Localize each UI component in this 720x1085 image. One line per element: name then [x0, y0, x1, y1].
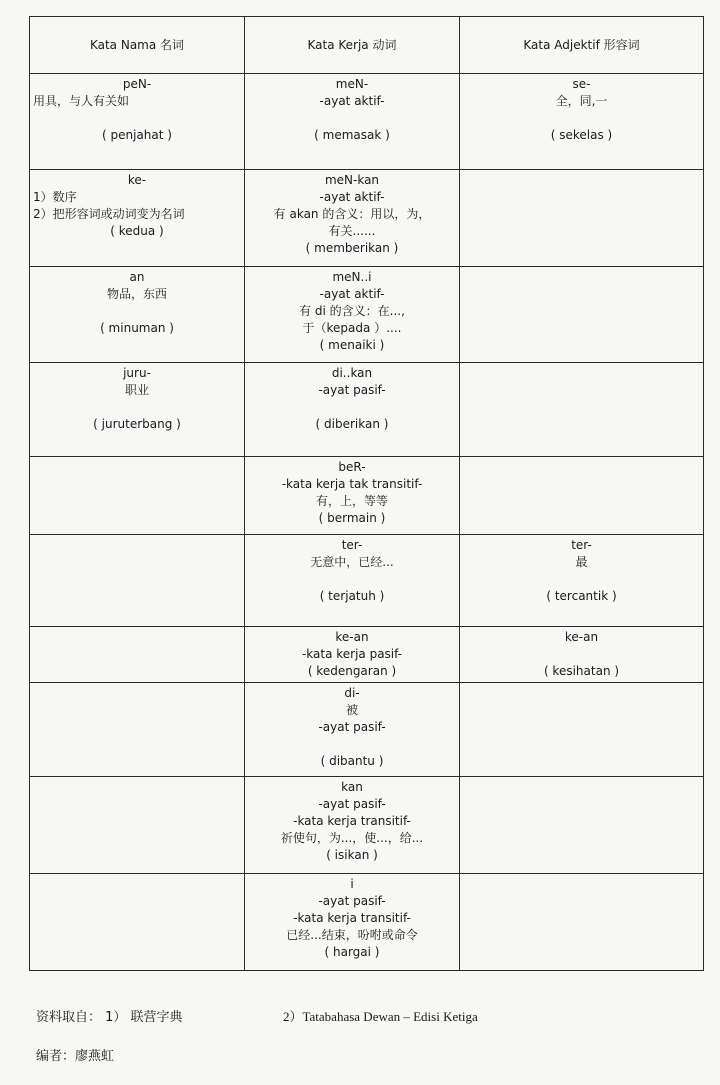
cell-line: meN-	[335, 77, 369, 91]
cell-kata-nama	[30, 874, 245, 971]
cell-line: ( terjatuh )	[319, 589, 385, 603]
table-row	[30, 457, 704, 535]
cell-line	[248, 736, 456, 753]
cell-line	[248, 399, 456, 416]
cell-kata-kerja	[245, 627, 460, 683]
cell-kata-nama	[30, 535, 245, 627]
cell-line: ( kedengaran )	[307, 664, 397, 678]
cell-line: ( sekelas )	[550, 128, 613, 142]
cell-line: -kata kerja tak transitif-	[281, 477, 423, 491]
cell-line: ( kedua )	[110, 224, 164, 238]
cell-line	[463, 646, 700, 663]
cell-line: i	[350, 877, 354, 891]
cell-kata-adjektif	[460, 267, 704, 363]
header-kata-adjektif: Kata Adjektif 形容词	[460, 17, 704, 74]
cell-line: -kata kerja transitif-	[293, 911, 411, 925]
cell-line	[33, 110, 241, 127]
cell-kata-kerja	[245, 74, 460, 170]
cell-kata-adjektif	[460, 74, 704, 170]
cell-line: -kata kerja transitif-	[293, 814, 411, 828]
cell-line: 有，上，等等	[315, 494, 388, 508]
cell-kata-adjektif	[460, 683, 704, 777]
cell-line: ter-	[341, 538, 363, 552]
cell-kata-nama	[30, 74, 245, 170]
footer-source: 资料取自： 1） 联营字典	[36, 1010, 183, 1025]
cell-line: 于（kepada ）....	[302, 321, 402, 335]
cell-line: 无意中，已经...	[310, 555, 394, 569]
cell-kata-nama	[30, 683, 245, 777]
cell-line: ( penjahat )	[102, 128, 172, 142]
cell-kata-adjektif	[460, 874, 704, 971]
cell-line: se-	[572, 77, 591, 91]
cell-line	[248, 571, 456, 588]
table-row	[30, 874, 704, 971]
cell-line: ( juruterbang )	[93, 417, 181, 431]
cell-kata-kerja	[245, 874, 460, 971]
cell-line: beR-	[338, 460, 366, 474]
cell-line: 物品，东西	[106, 287, 167, 301]
cell-line: ke-an	[564, 630, 599, 644]
table-row	[30, 777, 704, 874]
cell-kata-nama	[30, 457, 245, 535]
cell-line: di-	[344, 686, 360, 700]
cell-kata-nama	[30, 363, 245, 457]
cell-line: 1）数序	[33, 190, 77, 204]
cell-line: -ayat aktif-	[319, 190, 385, 204]
header-kata-nama: Kata Nama 名词	[30, 17, 245, 74]
cell-kata-nama	[30, 627, 245, 683]
cell-line: kan	[341, 780, 363, 794]
cell-line: ter-	[571, 538, 592, 552]
footer-editor: 编者：廖燕虹	[36, 1049, 115, 1064]
cell-kata-nama	[30, 267, 245, 363]
cell-kata-kerja	[245, 777, 460, 874]
cell-line: ( diberikan )	[315, 417, 389, 431]
cell-kata-kerja	[245, 457, 460, 535]
cell-line: 有 akan 的含义：用以，为，	[273, 207, 431, 221]
cell-line: juru-	[123, 366, 151, 380]
cell-kata-nama	[30, 170, 245, 267]
cell-kata-adjektif	[460, 170, 704, 267]
cell-line	[463, 571, 700, 588]
footer-source-second: 2）Tatabahasa Dewan – Edisi Ketiga	[283, 1009, 478, 1024]
cell-line: ( menaiki )	[319, 338, 385, 352]
table-row	[30, 74, 704, 170]
cell-line: ( memberikan )	[305, 241, 399, 255]
table-header-row	[30, 17, 704, 74]
cell-line: ( bermain )	[318, 511, 386, 525]
cell-line: ( tercantik )	[546, 589, 617, 603]
cell-kata-kerja	[245, 535, 460, 627]
cell-line	[33, 303, 241, 320]
cell-line: -ayat aktif-	[319, 94, 385, 108]
cell-line: -ayat pasif-	[318, 720, 386, 734]
cell-line: 有关......	[328, 224, 376, 238]
cell-line: ( minuman )	[100, 321, 174, 335]
cell-line	[33, 399, 241, 416]
cell-kata-adjektif	[460, 457, 704, 535]
cell-line: ke-	[127, 173, 147, 187]
cell-line	[463, 110, 700, 127]
cell-line: 祈使句，为...，使...，给...	[280, 831, 424, 845]
cell-kata-kerja	[245, 170, 460, 267]
table-row	[30, 267, 704, 363]
cell-line: -ayat pasif-	[318, 383, 386, 397]
cell-line: 用具，与人有关如	[33, 94, 130, 108]
table-row	[30, 170, 704, 267]
cell-line: ke-an	[335, 630, 369, 644]
cell-line: ( isikan )	[326, 848, 378, 862]
table-row	[30, 363, 704, 457]
cell-kata-nama	[30, 777, 245, 874]
cell-line: 职业	[124, 383, 149, 397]
header-kata-kerja: Kata Kerja 动词	[245, 17, 460, 74]
cell-line: 2）把形容词或动词变为名词	[33, 207, 185, 221]
cell-line: 最	[575, 555, 588, 569]
cell-line: -kata kerja pasif-	[301, 647, 403, 661]
cell-line: 全，同,一	[555, 94, 608, 108]
cell-kata-kerja	[245, 363, 460, 457]
cell-line: -ayat pasif-	[318, 797, 386, 811]
cell-kata-adjektif	[460, 627, 704, 683]
table-row	[30, 535, 704, 627]
cell-line: peN-	[122, 77, 152, 91]
cell-line: di..kan	[331, 366, 373, 380]
cell-kata-adjektif	[460, 363, 704, 457]
cell-line: -ayat aktif-	[319, 287, 385, 301]
table-row	[30, 683, 704, 777]
cell-kata-adjektif	[460, 777, 704, 874]
cell-line: meN-kan	[324, 173, 380, 187]
cell-kata-adjektif	[460, 535, 704, 627]
cell-line: ( kesihatan )	[543, 664, 620, 678]
cell-line: 有 di 的含义：在...,	[299, 304, 405, 318]
cell-line: -ayat pasif-	[318, 894, 386, 908]
cell-kata-kerja	[245, 267, 460, 363]
affix-table	[29, 16, 704, 971]
cell-line: 被	[345, 703, 358, 717]
cell-line: meN..i	[332, 270, 372, 284]
cell-line	[248, 110, 456, 127]
cell-line: ( hargai )	[324, 945, 380, 959]
cell-line: ( dibantu )	[320, 754, 384, 768]
cell-line: an	[129, 270, 145, 284]
cell-line: 已经...结束，吩咐或命令	[286, 928, 418, 942]
cell-line: ( memasak )	[314, 128, 390, 142]
cell-kata-kerja	[245, 683, 460, 777]
table-row	[30, 627, 704, 683]
